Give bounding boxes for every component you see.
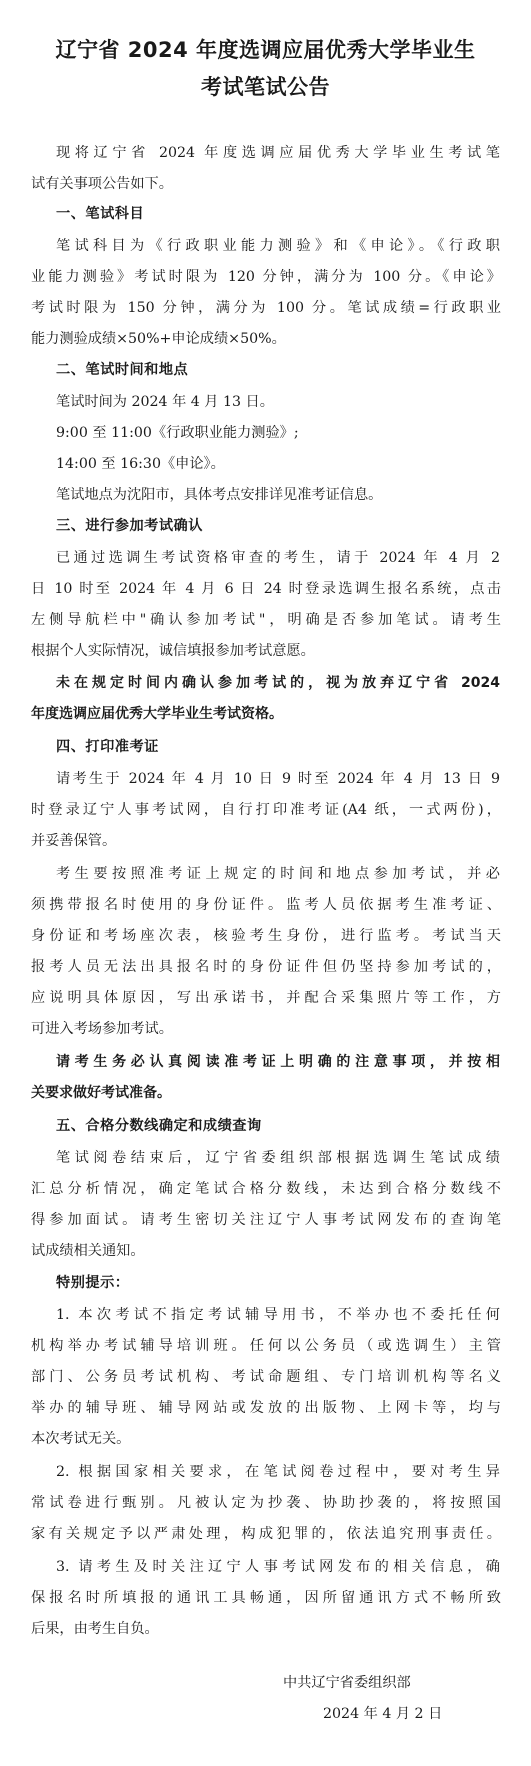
section-heading: 二、笔试时间和地点	[56, 362, 189, 378]
body-text-line: 报考人员无法出具报名时的身份证件但仍坚持参加考试的，	[31, 959, 501, 975]
body-text-line: 2. 根据国家相关要求，在笔试阅卷过程中，要对考生异	[56, 1464, 500, 1480]
body-text-line: 家有关规定予以严肃处理，构成犯罪的，依法追究刑事责任。	[31, 1526, 501, 1542]
body-text-line: 日 10 时至 2024 年 4 月 6 日 24 时登录选调生报名系统，点击	[31, 581, 501, 597]
body-text-line: 后果，由考生自负。	[31, 1621, 159, 1637]
section-heading: 一、笔试科目	[56, 206, 145, 222]
body-text-line: 14:00 至 16:30《申论》。	[56, 456, 225, 472]
body-text-line: 未在规定时间内确认参加考试的，视为放弃辽宁省 2024	[56, 675, 500, 691]
body-text-line: 笔试科目为《行政职业能力测验》和《申论》。《行政职	[56, 238, 500, 254]
body-text-line: 本次考试无关。	[31, 1431, 131, 1447]
body-text-line: 试成绩相关通知。	[31, 1243, 145, 1259]
body-text-line: 得参加面试。请考生密切关注辽宁人事考试网发布的查询笔	[31, 1212, 501, 1228]
body-text-line: 常试卷进行甄别。凡被认定为抄袭、协助抄袭的，将按照国	[31, 1495, 501, 1511]
section-heading: 特别提示：	[56, 1275, 130, 1291]
body-text-line: 业能力测验》考试时限为 120 分钟，满分为 100 分。《申论》	[31, 269, 501, 285]
body-text-line: 考生要按照准考证上规定的时间和地点参加考试，并必	[56, 866, 500, 882]
body-text-line: 举办的辅导班、辅导网站或发放的出版物、上网卡等，均与	[31, 1400, 501, 1416]
body-text-line: 关要求做好考试准备。	[31, 1085, 171, 1101]
body-text-line: 汇总分析情况，确定笔试合格分数线，未达到合格分数线不	[31, 1181, 501, 1197]
body-text-line: 考试时限为 150 分钟，满分为 100 分。笔试成绩=行政职业	[31, 300, 501, 316]
body-text-line: 试有关事项公告如下。	[31, 176, 173, 192]
body-text-line: 笔试时间为 2024 年 4 月 13 日。	[56, 394, 274, 410]
body-text-line: 3. 请考生及时关注辽宁人事考试网发布的相关信息，确	[56, 1559, 500, 1575]
section-heading: 四、打印准考证	[56, 739, 159, 755]
body-text-line: 能力测验成绩×50%+申论成绩×50%。	[31, 331, 286, 347]
body-text-line: 现将辽宁省 2024 年度选调应届优秀大学毕业生考试笔	[56, 145, 500, 161]
issue-date: 2024 年 4 月 2 日	[323, 1706, 443, 1722]
body-text-line: 机构举办考试辅导培训班。任何以公务员（或选调生）主管	[31, 1338, 501, 1354]
body-text-line: 已通过选调生考试资格审查的考生，请于 2024 年 4 月 2	[56, 550, 500, 566]
body-text-line: 时登录辽宁人事考试网，自行打印准考证(A4 纸，一式两份)，	[31, 802, 501, 818]
body-text-line: 保报名时所填报的通讯工具畅通，因所留通讯方式不畅所致	[31, 1590, 501, 1606]
body-text-line: 左侧导航栏中"确认参加考试"，明确是否参加笔试。请考生	[31, 612, 501, 628]
body-text-line: 笔试地点为沈阳市，具体考点安排详见准考证信息。	[56, 487, 383, 503]
body-text-line: 请考生务必认真阅读准考证上明确的注意事项，并按相	[56, 1054, 500, 1070]
body-text-line: 笔试阅卷结束后，辽宁省委组织部根据选调生笔试成绩	[56, 1150, 500, 1166]
announcement-title-line-1: 辽宁省 2024 年度选调应届优秀大学毕业生	[55, 38, 476, 62]
body-text-line: 身份证和考场座次表，核验考生身份，进行监考。考试当天	[31, 928, 501, 944]
body-text-line: 年度选调应届优秀大学毕业生考试资格。	[31, 706, 283, 722]
body-text-line: 可进入考场参加考试。	[31, 1021, 173, 1037]
section-heading: 五、合格分数线确定和成绩查询	[56, 1118, 262, 1134]
body-text-line: 应说明具体原因，写出承诺书，并配合采集照片等工作，方	[31, 990, 501, 1006]
body-text-line: 须携带报名时使用的身份证件。监考人员依据考生准考证、	[31, 897, 501, 913]
issuing-organization: 中共辽宁省委组织部	[283, 1675, 411, 1691]
section-heading: 三、进行参加考试确认	[56, 518, 203, 534]
announcement-title-line-2: 考试笔试公告	[201, 75, 330, 99]
body-text-line: 部门、公务员考试机构、考试命题组、专门培训机构等名义	[31, 1369, 501, 1385]
body-text-line: 请考生于 2024 年 4 月 10 日 9 时至 2024 年 4 月 13 日 9	[56, 771, 500, 787]
body-text-line: 根据个人实际情况，诚信填报参加考试意愿。	[31, 643, 315, 659]
body-text-line: 1. 本次考试不指定考试辅导用书，不举办也不委托任何	[56, 1307, 500, 1323]
body-text-line: 9:00 至 11:00《行政职业能力测验》;	[56, 425, 299, 441]
body-text-line: 并妥善保管。	[31, 833, 117, 849]
